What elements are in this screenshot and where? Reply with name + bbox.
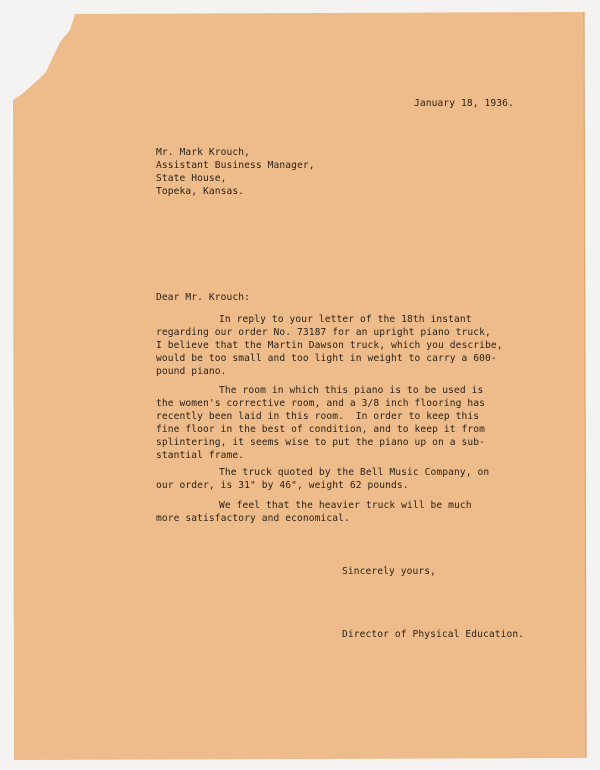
closing: Sincerely yours, (342, 566, 437, 577)
paragraph-2-line-1: The room in which this piano is to be used is (219, 385, 484, 396)
recipient-title: Assistant Business Manager, (156, 160, 315, 171)
paragraph-2-line-4: fine floor in the best of condition, and to keep it from (156, 424, 486, 435)
recipient-name: Mr. Mark Krouch, (156, 147, 251, 158)
paragraph-1-line-3: I believe that the Martin Dawson truck, which you describe, (156, 340, 503, 351)
recipient-building: State House, (156, 173, 227, 184)
paragraph-1-line-1: In reply to your letter of the 18th instant (219, 314, 472, 325)
paragraph-4-line-2: more satisfactory and economical. (156, 513, 350, 524)
paragraph-1-line-4: would be too small and too light in weight to carry a 600- (156, 353, 497, 364)
paragraph-1-line-2: regarding our order No. 73187 for an upright piano truck, (156, 327, 491, 338)
paragraph-3-line-1: The truck quoted by the Bell Music Company, on (219, 467, 490, 478)
paragraph-4-line-1: We feel that the heavier truck will be much (219, 500, 472, 511)
paragraph-2-line-3: recently been laid in this room. In order to keep this (156, 411, 480, 422)
paragraph-2-line-6: stantial frame. (156, 450, 245, 461)
signature-title: Director of Physical Education. (342, 629, 525, 640)
paragraph-3-line-2: our order, is 31" by 46", weight 62 pounds. (156, 480, 409, 491)
paragraph-1-line-5: pound piano. (156, 366, 227, 377)
paragraph-2-line-5: splintering, it seems wise to put the piano up on a sub- (156, 437, 486, 448)
paragraph-2-line-2: the women's corrective room, and a 3/8 inch flooring has (156, 398, 486, 409)
letter-date: January 18, 1936. (414, 98, 514, 109)
recipient-city: Topeka, Kansas. (156, 186, 245, 197)
salutation: Dear Mr. Krouch: (156, 292, 251, 303)
